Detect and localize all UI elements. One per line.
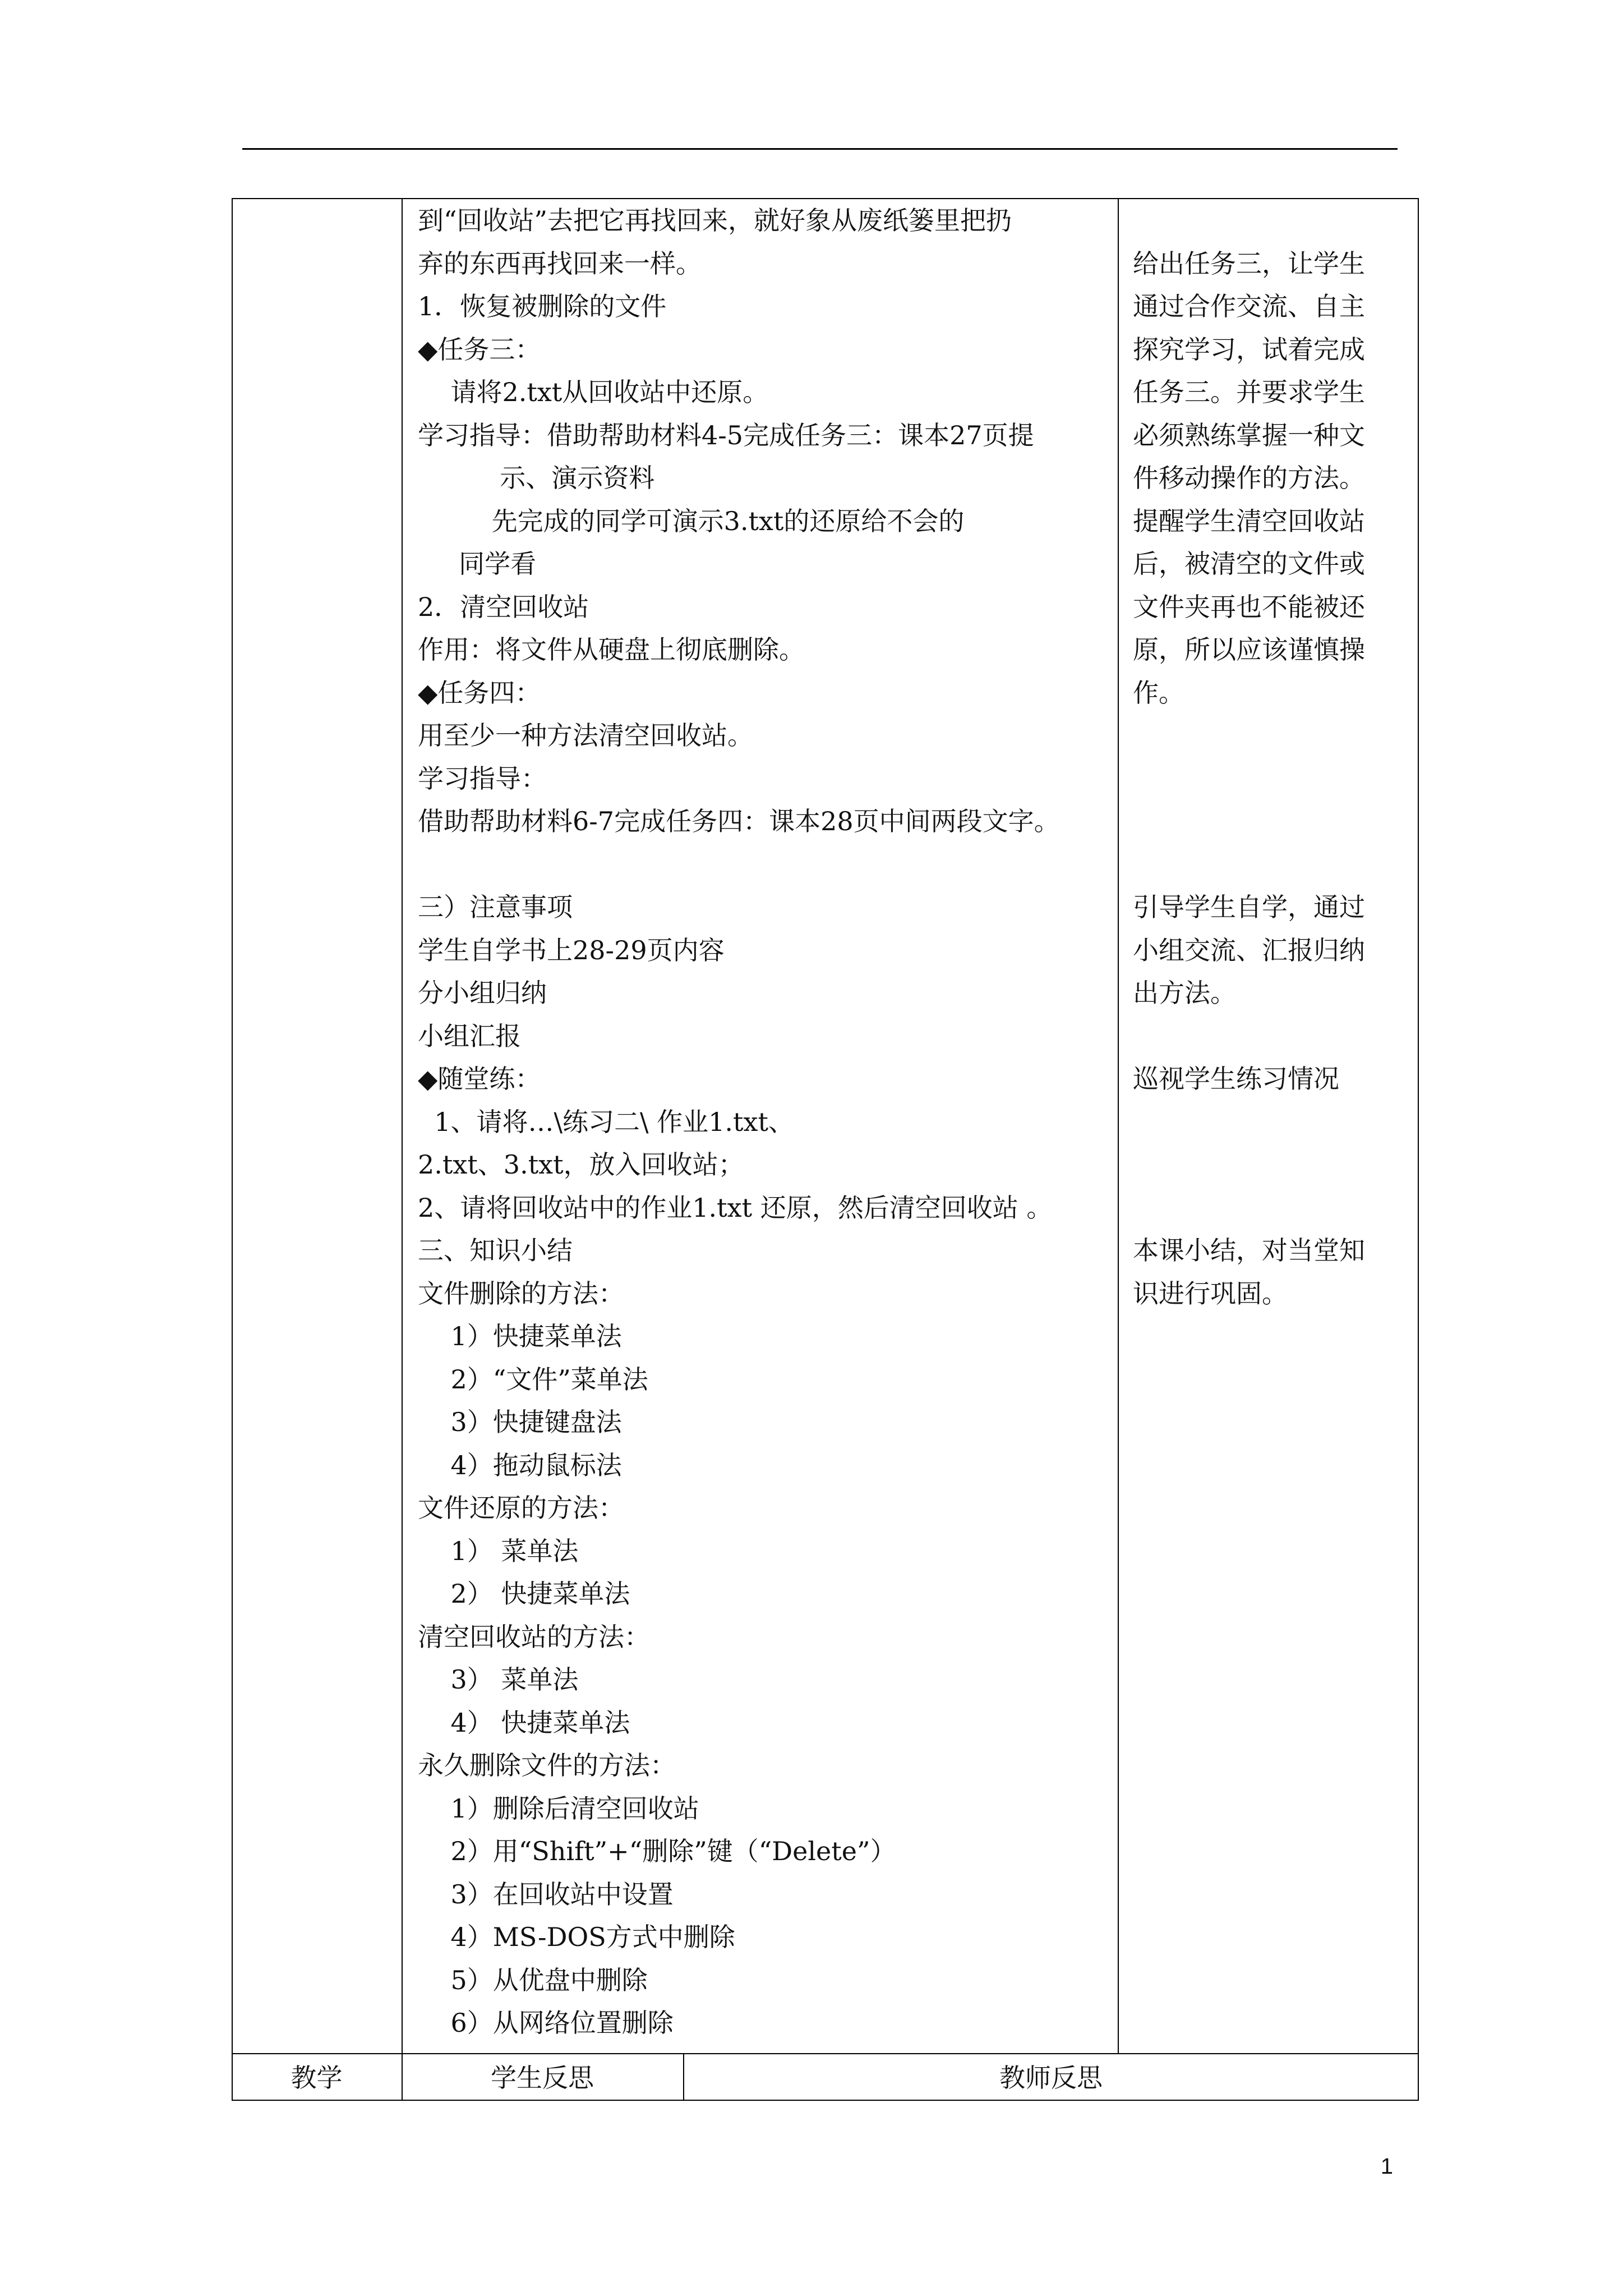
content-line: 到“回收站”去把它再找回来，就好象从废纸篓里把扔 (418, 205, 1012, 236)
footer-label-teaching: 教学 (291, 2063, 343, 2093)
note-line: 件移动操作的方法。 (1133, 463, 1365, 493)
content-line: 4）拖动鼠标法 (418, 1450, 622, 1480)
column-divider-left (402, 198, 403, 2101)
note-line: 识进行巩固。 (1133, 1278, 1288, 1309)
content-line: 3） 菜单法 (418, 1664, 579, 1695)
note-line: 给出任务三，让学生 (1133, 248, 1365, 279)
content-line: 2、请将回收站中的作业1.txt 还原，然后清空回收站 。 (418, 1192, 1053, 1223)
note-line: 任务三。并要求学生 (1133, 377, 1365, 407)
content-line: 三、知识小结 (418, 1235, 573, 1266)
note-line: 原，所以应该谨慎操 (1133, 634, 1365, 665)
note-line (1133, 199, 1413, 242)
note-line (1133, 1186, 1413, 1230)
content-line: 学生自学书上28-29页内容 (418, 935, 725, 965)
column-divider-right (1118, 198, 1119, 2053)
note-line: 作。 (1133, 677, 1184, 708)
note-line: 本课小结，对当堂知 (1133, 1235, 1365, 1266)
content-line: 三）注意事项 (418, 892, 573, 922)
content-line: 6）从网络位置删除 (418, 2008, 674, 2038)
content-line: 1）快捷菜单法 (418, 1321, 622, 1351)
note-line: 出方法。 (1133, 978, 1236, 1008)
content-line: 文件还原的方法： (418, 1493, 624, 1523)
note-line: 提醒学生清空回收站 (1133, 505, 1365, 536)
content-line: 弃的东西再找回来一样。 (418, 248, 702, 279)
content-line: 小组汇报 (418, 1020, 521, 1051)
content-line: 2）“文件”菜单法 (418, 1364, 648, 1395)
note-line (1133, 714, 1413, 757)
content-line: ◆任务三： (418, 334, 541, 365)
note-line (1133, 1015, 1413, 1058)
content-line: 1、请将…\练习二\ 作业1.txt、 (418, 1106, 794, 1137)
content-line: 2） 快捷菜单法 (418, 1579, 630, 1609)
content-line: 示、演示资料 (418, 463, 655, 493)
note-line: 小组交流、汇报归纳 (1133, 935, 1365, 965)
content-line: 2.txt、3.txt，放入回收站； (418, 1149, 744, 1180)
content-line: 清空回收站的方法： (418, 1621, 650, 1652)
content-line: ◆任务四： (418, 677, 541, 708)
note-line: 探究学习，试着完成 (1133, 334, 1365, 365)
content-line: 作用：将文件从硬盘上彻底删除。 (418, 634, 805, 665)
content-line: 学习指导： (418, 763, 547, 794)
note-line (1133, 1101, 1413, 1144)
content-line: 先完成的同学可演示3.txt的还原给不会的 (418, 505, 965, 536)
content-line: 1．恢复被删除的文件 (418, 291, 667, 321)
content-line: 4） 快捷菜单法 (418, 1707, 630, 1738)
note-line: 引导学生自学，通过 (1133, 892, 1365, 922)
footer-label-teacher-reflection: 教师反思 (999, 2063, 1103, 2093)
content-line: 借助帮助材料6-7完成任务四：课本28页中间两段文字。 (418, 806, 1060, 836)
content-line: 学习指导：借助帮助材料4-5完成任务三：课本27页提 (418, 420, 1034, 450)
note-line (1133, 800, 1413, 843)
footer-label-student-reflection: 学生反思 (491, 2063, 594, 2093)
content-line: 3）快捷键盘法 (418, 1407, 622, 1437)
note-line (1133, 757, 1413, 800)
content-line: 文件删除的方法： (418, 1278, 624, 1309)
content-line: 永久删除文件的方法： (418, 1750, 676, 1780)
note-line: 巡视学生练习情况 (1133, 1064, 1339, 1094)
content-line: 3）在回收站中设置 (418, 1879, 674, 1910)
note-line: 通过合作交流、自主 (1133, 291, 1365, 321)
teacher-notes (1133, 199, 1413, 1315)
content-line: 1） 菜单法 (418, 1535, 579, 1566)
lesson-content (418, 199, 1113, 2045)
content-line (418, 843, 1113, 886)
footer-row-divider (232, 2053, 1419, 2054)
content-line: 分小组归纳 (418, 978, 547, 1008)
content-line: ◆随堂练： (418, 1064, 541, 1094)
note-line: 后，被清空的文件或 (1133, 549, 1365, 579)
content-line: 5）从优盘中删除 (418, 1964, 648, 1995)
header-rule (242, 148, 1398, 150)
content-line: 1）删除后清空回收站 (418, 1793, 699, 1824)
page-number: 1 (1380, 2154, 1393, 2179)
note-line (1133, 1143, 1413, 1186)
content-line: 同学看 (418, 549, 537, 579)
content-line: 用至少一种方法清空回收站。 (418, 720, 753, 751)
note-line: 必须熟练掌握一种文 (1133, 420, 1365, 450)
content-line: 2）用“Shift”+“删除”键（“Delete”） (418, 1836, 896, 1866)
content-line: 2．清空回收站 (418, 591, 589, 622)
note-line (1133, 843, 1413, 886)
content-line: 4）MS-DOS方式中删除 (418, 1922, 735, 1952)
content-line: 请将2.txt从回收站中还原。 (418, 377, 769, 407)
note-line: 文件夹再也不能被还 (1133, 591, 1365, 622)
